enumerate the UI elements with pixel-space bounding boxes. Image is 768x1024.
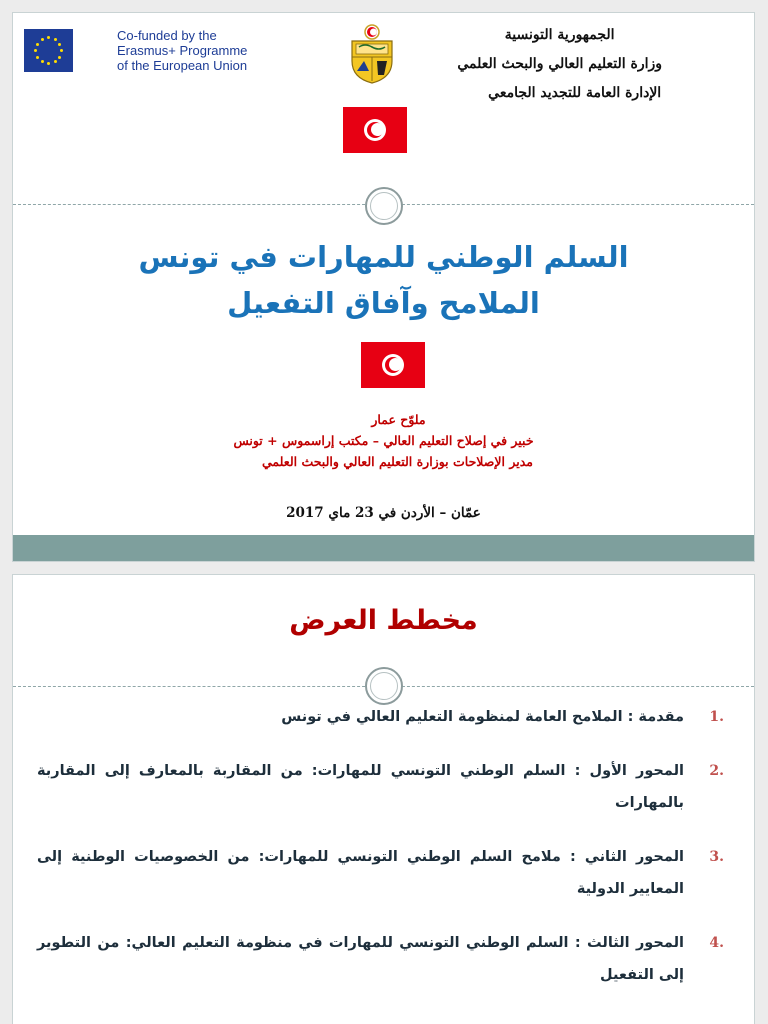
divider-circle-icon	[365, 667, 403, 705]
eu-star-icon	[58, 56, 61, 59]
list-item	[37, 841, 724, 905]
eu-star-icon	[54, 60, 57, 63]
slide-footer-band	[13, 535, 754, 561]
erasmus-logo	[24, 28, 247, 73]
eu-star-icon	[36, 56, 39, 59]
author-role: مدير الإصلاحات بوزارة التعليم العالي والبحث العلمي	[262, 454, 533, 469]
eu-star-icon	[36, 43, 39, 46]
eu-star-icon	[41, 60, 44, 63]
eu-star-icon	[41, 38, 44, 41]
divider-circle-icon	[365, 187, 403, 225]
list-item	[37, 927, 724, 991]
agenda-slide	[12, 574, 755, 1024]
agenda-title: مخطط العرض	[289, 605, 478, 636]
slide-title-line: السلم الوطني للمهارات في تونس	[138, 240, 629, 274]
list-item-text: المحور الأول : السلم الوطني التونسي للمهارات: من المقاربة بالمعارف إلى المقاربة بالمهارات	[37, 763, 684, 811]
list-item	[37, 755, 724, 819]
venue-date: عمّان – الأردن في 23 ماي 2017	[286, 505, 481, 521]
tunisia-coat-of-arms-icon	[347, 23, 397, 85]
erasmus-logo-line: of the European Union	[117, 58, 248, 73]
slide-title	[13, 234, 754, 326]
ministry-line-country: الجمهورية التونسية	[504, 27, 615, 43]
eu-star-icon	[47, 62, 50, 65]
erasmus-logo-line: Co-funded by the	[117, 28, 217, 43]
agenda-list	[37, 701, 724, 1013]
eu-star-icon	[58, 43, 61, 46]
eu-flag-icon	[24, 29, 73, 72]
tunisia-flag-icon	[343, 107, 407, 153]
title-slide	[12, 12, 755, 562]
list-item-number: .4	[709, 935, 724, 951]
list-item-text: مقدمة : الملامح العامة لمنظومة التعليم العالي في تونس	[281, 709, 684, 725]
tunisia-flag-icon	[361, 342, 425, 388]
list-item-text: المحور الثالث : السلم الوطني التونسي للمهارات في منظومة التعليم العالي: من التطوير إلى التفعيل	[37, 935, 684, 983]
eu-star-icon	[54, 38, 57, 41]
ministry-line-ministry: وزارة التعليم العالي والبحث العلمي	[457, 56, 662, 72]
author-name: ملوّح عمار	[371, 412, 426, 427]
erasmus-logo-text	[117, 28, 247, 73]
list-item-number: .3	[709, 849, 724, 865]
eu-star-icon	[60, 49, 63, 52]
list-item-text: المحور الثاني : ملامح السلم الوطني التونسي للمهارات: من الخصوصيات الوطنية إلى المعايير الدولية	[37, 849, 684, 897]
slide-subtitle-line: الملامح وآفاق التفعيل	[227, 286, 540, 320]
list-item-number: .2	[709, 763, 724, 779]
ministry-header	[457, 21, 662, 108]
list-item	[37, 701, 724, 733]
author-block	[13, 409, 754, 472]
author-role: خبير في إصلاح التعليم العالي – مكتب إراسموس + تونس	[233, 433, 534, 448]
ministry-line-directorate: الإدارة العامة للتجديد الجامعي	[488, 85, 662, 101]
eu-star-icon	[34, 49, 37, 52]
erasmus-logo-line: Erasmus+ Programme	[117, 43, 248, 58]
eu-star-icon	[47, 36, 50, 39]
list-item-number: .1	[709, 709, 724, 725]
